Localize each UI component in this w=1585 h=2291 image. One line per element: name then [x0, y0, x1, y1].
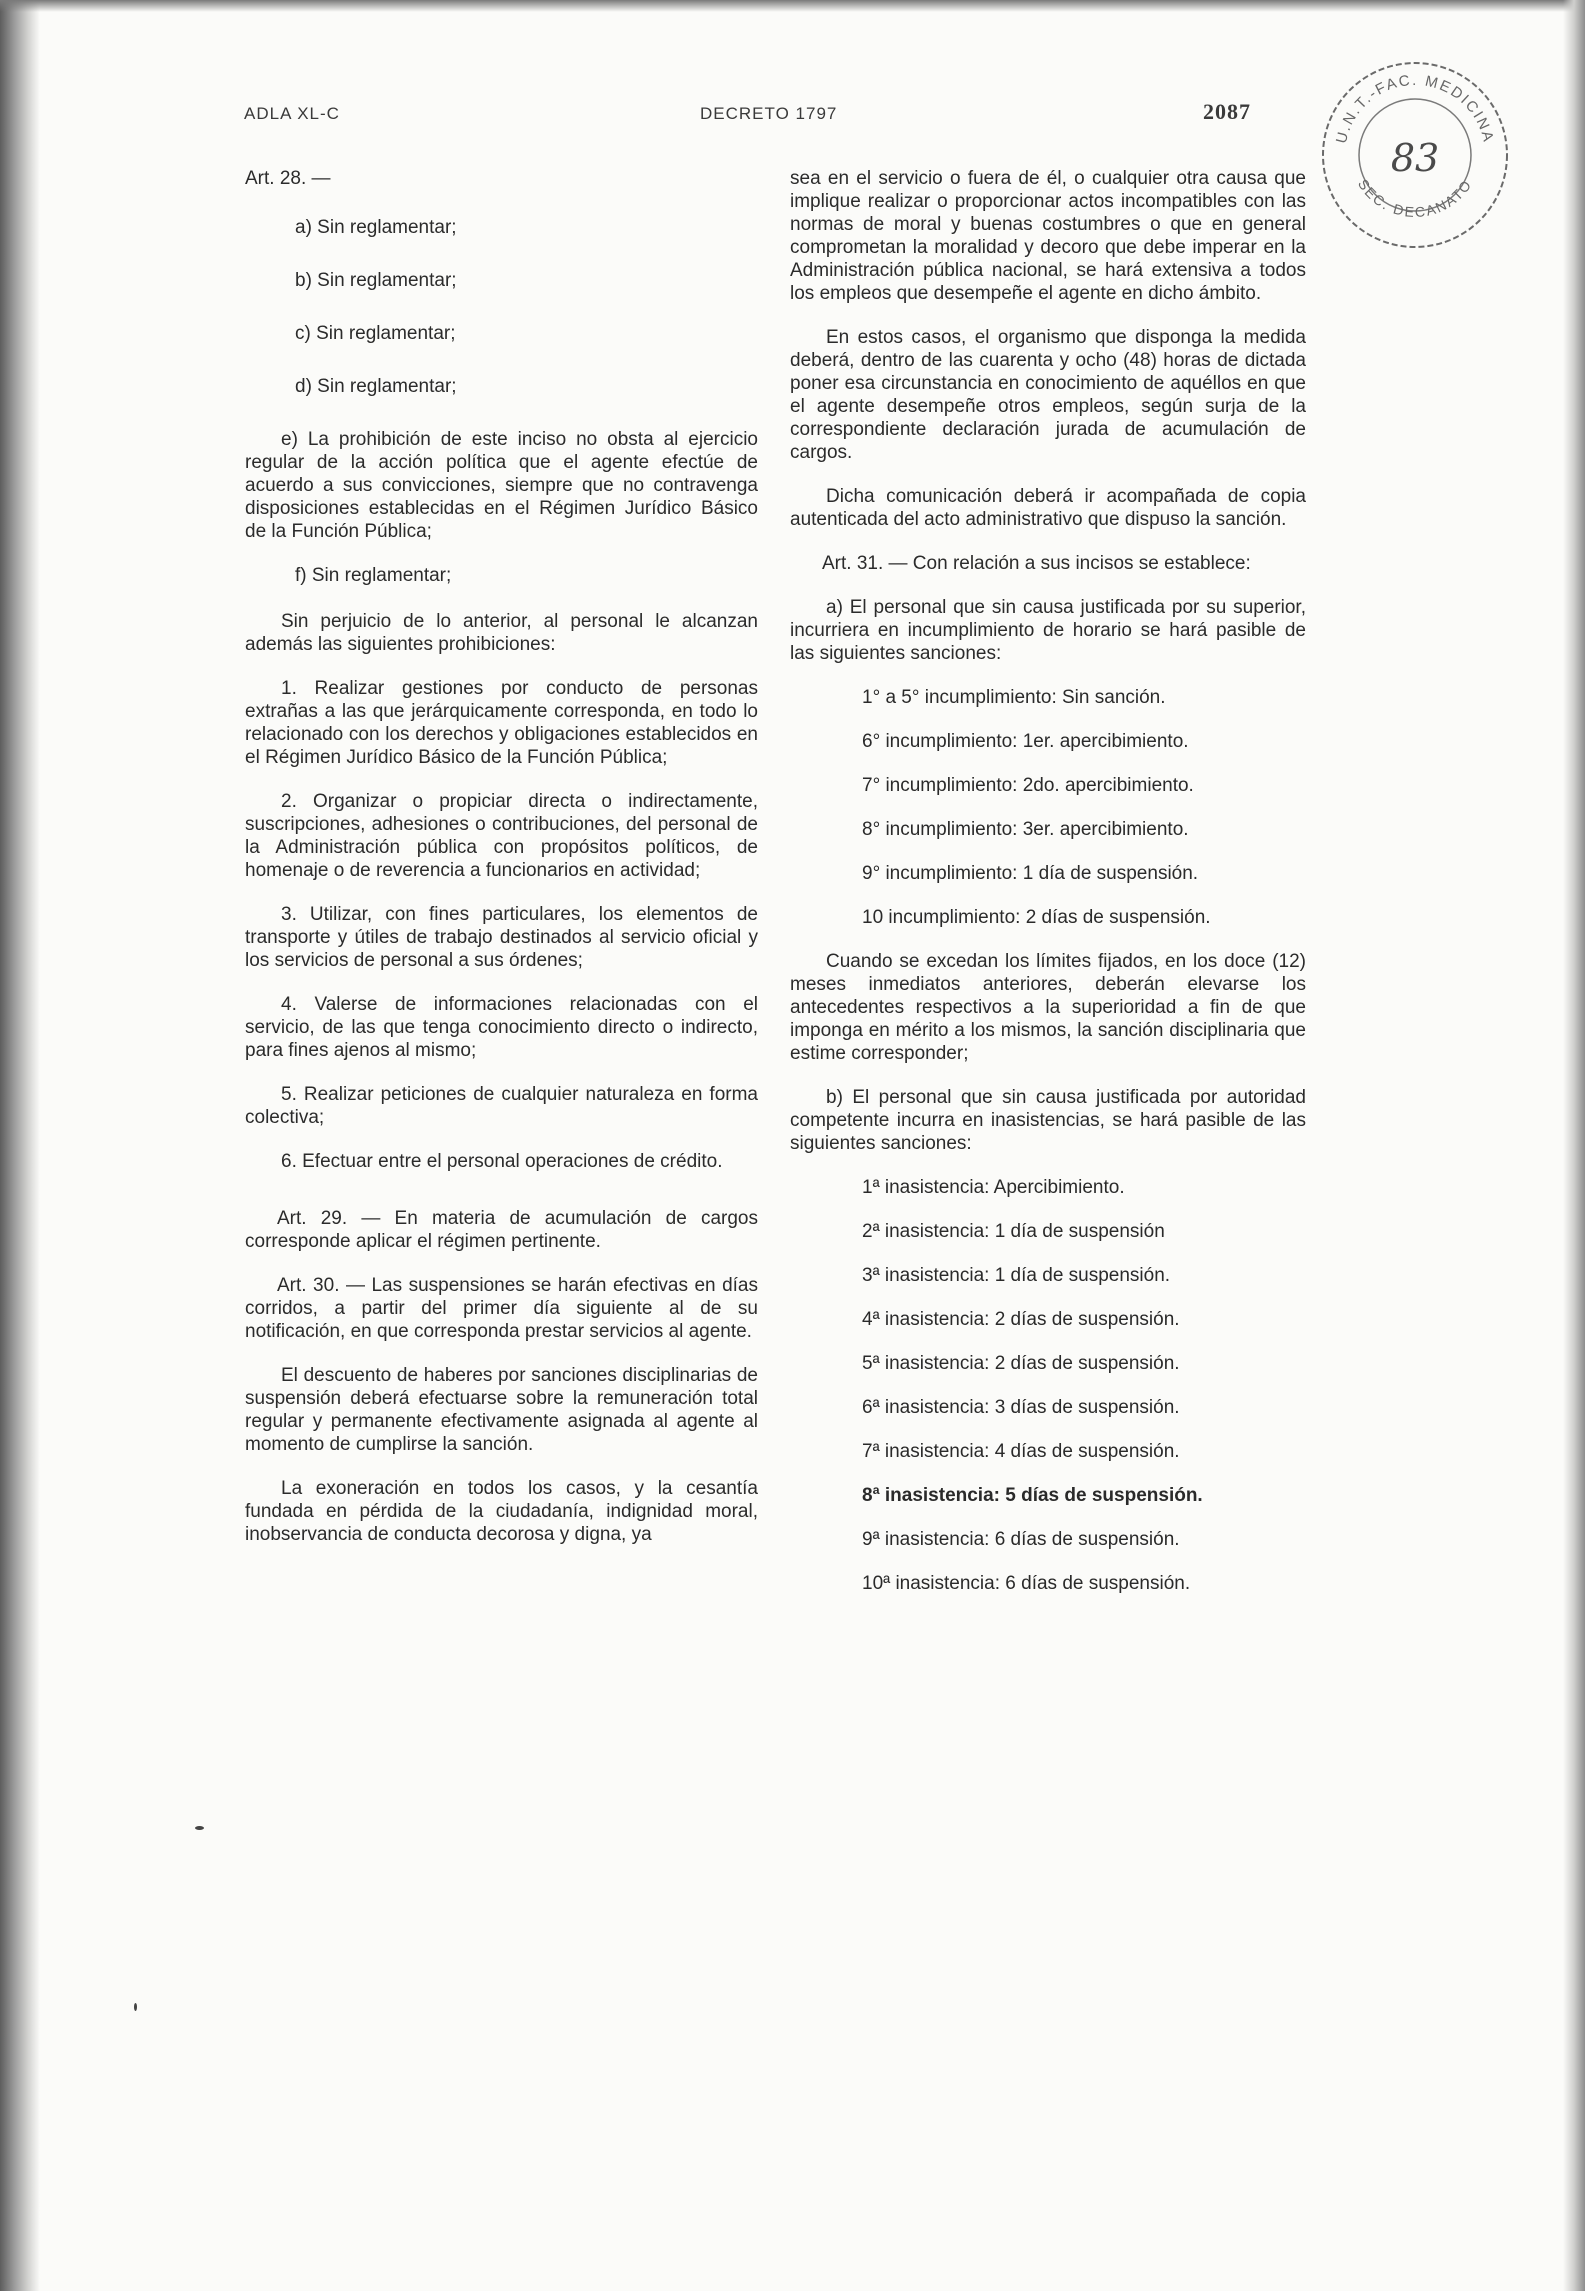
- list-item: 3ª inasistencia: 1 día de suspensión.: [862, 1265, 1171, 1286]
- article-29: Art. 29. — En materia de acumulación de cargos corresponde aplicar el régimen pertinente.: [245, 1208, 758, 1252]
- prohibition-6: 6. Efectuar entre el personal operaciones de crédito.: [281, 1151, 723, 1172]
- art31-item-a: a) El personal que sin causa justificada por su superior, incurriera en incumplimiento de horario se hará pasible de las siguientes sanciones:: [790, 597, 1306, 664]
- art28-item-f: f) Sin reglamentar;: [295, 565, 452, 586]
- prohibition-3: 3. Utilizar, con fines particulares, los elementos de transporte y útiles de trabajo destinados al servicio oficial y los servicios de personal a sus órdenes;: [245, 904, 758, 971]
- list-item: 8° incumplimiento: 3er. apercibimiento.: [862, 819, 1189, 840]
- list-item: 6ª inasistencia: 3 días de suspensión.: [862, 1397, 1180, 1418]
- absence-sanctions-list: [790, 1176, 1306, 1595]
- article-30: Art. 30. — Las suspensiones se harán efectivas en días corridos, a partir del primer día siguiente al de su notificación, en que corresponda prestar servicios al agente.: [245, 1275, 758, 1342]
- list-item: 7ª inasistencia: 4 días de suspensión.: [862, 1441, 1180, 1462]
- dismissal-continuation: sea en el servicio o fuera de él, o cualquier otra causa que implique realizar o proporcionar actos incompatibles con las normas de moral y buenas costumbres o que en general comprometan la moralidad y decoro que debe imperar en la Administración pública nacional, se hará extensiva a todos los empleos que desempeñe el agente en dicho ámbito.: [790, 168, 1306, 304]
- prohibition-4: 4. Valerse de informaciones relacionadas con el servicio, de las que tenga conocimiento directo o indirecto, para fines ajenos al mismo;: [245, 994, 758, 1061]
- list-item: 2ª inasistencia: 1 día de suspensión: [862, 1221, 1165, 1242]
- list-item: 10ª inasistencia: 6 días de suspensión.: [862, 1573, 1191, 1594]
- scan-right-edge-shadow: [1563, 0, 1585, 2291]
- salary-discount-paragraph: El descuento de haberes por sanciones disciplinarias de suspensión deberá efectuarse sobre la remuneración total regular y permanente efectivamente asignada al agente al momento de cumplirse la sanción.: [245, 1365, 758, 1455]
- prohibition-2: 2. Organizar o propiciar directa o indirectamente, suscripciones, adhesiones o contribuciones, del personal de la Administración pública con propósitos políticos, de homenaje o de reverencia a funcionarios en actividad;: [245, 791, 758, 881]
- header-page-number: 2087: [1203, 99, 1251, 124]
- list-item: 10 incumplimiento: 2 días de suspensión.: [862, 907, 1211, 928]
- art31-item-b: b) El personal que sin causa justificada por autoridad competente incurra en inasistencias, se hará pasible de las siguientes sanciones:: [790, 1087, 1306, 1154]
- list-item: 9° incumplimiento: 1 día de suspensión.: [862, 863, 1199, 884]
- header-left-reference: ADLA XL-C: [244, 104, 340, 123]
- stamp-bottom-text: SEC. DECANATO: [1354, 176, 1476, 221]
- stamp-handwritten-number: 83: [1390, 136, 1440, 180]
- list-item: 4ª inasistencia: 2 días de suspensión.: [862, 1309, 1180, 1330]
- list-item: 8ª inasistencia: 5 días de suspensión.: [862, 1485, 1203, 1506]
- left-column: [245, 167, 758, 1567]
- art28-item-c: c) Sin reglamentar;: [295, 323, 456, 344]
- prohibition-5: 5. Realizar peticiones de cualquier naturaleza en forma colectiva;: [245, 1084, 758, 1128]
- list-item: 6° incumplimiento: 1er. apercibimiento.: [862, 731, 1189, 752]
- stamp-outer-text: U.N.T.-FAC. MEDICINA: [1332, 71, 1498, 146]
- prohibition-1: 1. Realizar gestiones por conducto de personas extrañas a las que jerárquicamente corresponda, en todo lo relacionado con los derechos y obligaciones establecidos en el Régimen Jurídico Básico de la Función Pública;: [245, 678, 758, 768]
- dismissal-paragraph: La exoneración en todos los casos, y la cesantía fundada en pérdida de la ciudadanía, indignidad moral, inobservancia de conducta decorosa y digna, ya: [245, 1478, 758, 1545]
- notification-paragraph: En estos casos, el organismo que disponga la medida deberá, dentro de las cuarenta y ocho (48) horas de dictada poner esa circunstancia en conocimiento de aquéllos en que el agente desempeñe otros empleos, según surja de la correspondiente declaración jurada de acumulación de cargos.: [790, 327, 1306, 463]
- scan-left-edge-shadow: [0, 0, 40, 2291]
- art28-item-d: d) Sin reglamentar;: [295, 376, 457, 397]
- article-31: Art. 31. — Con relación a sus incisos se establece:: [822, 553, 1251, 574]
- scan-top-edge-shadow: [0, 0, 1585, 12]
- header-decree-title: DECRETO 1797: [700, 104, 838, 123]
- limits-exceeded-paragraph: Cuando se excedan los límites fijados, en los doce (12) meses inmediatos anteriores, deberán elevarse los antecedentes respectivos a la superioridad a fin de que imponga en mérito a los mismos, la sanción disciplinaria que estime corresponder;: [790, 951, 1306, 1064]
- art28-heading: Art. 28. —: [245, 168, 331, 189]
- scan-speck: [134, 2003, 137, 2011]
- official-stamp-seal: [1315, 55, 1515, 255]
- right-column: [790, 167, 1306, 1616]
- tardiness-sanctions-list: [790, 686, 1306, 929]
- list-item: 5ª inasistencia: 2 días de suspensión.: [862, 1353, 1180, 1374]
- art28-item-a: a) Sin reglamentar;: [295, 217, 457, 238]
- list-item: 9ª inasistencia: 6 días de suspensión.: [862, 1529, 1180, 1550]
- communication-paragraph: Dicha comunicación deberá ir acompañada de copia autenticada del acto administrativo que dispuso la sanción.: [790, 486, 1306, 530]
- art28-item-b: b) Sin reglamentar;: [295, 270, 457, 291]
- additional-prohibitions-intro: Sin perjuicio de lo anterior, al personal le alcanzan además las siguientes prohibiciones:: [245, 611, 758, 655]
- list-item: 7° incumplimiento: 2do. apercibimiento.: [862, 775, 1194, 796]
- list-item: 1° a 5° incumplimiento: Sin sanción.: [862, 687, 1166, 708]
- art28-item-e: e) La prohibición de este inciso no obsta al ejercicio regular de la acción política que el agente efectúe de acuerdo a sus convicciones, siempre que no contravenga disposiciones establecidas en el Régimen Jurídico Básico de la Función Pública;: [245, 429, 758, 542]
- list-item: 1ª inasistencia: Apercibimiento.: [862, 1177, 1125, 1198]
- scan-speck: [195, 1826, 204, 1830]
